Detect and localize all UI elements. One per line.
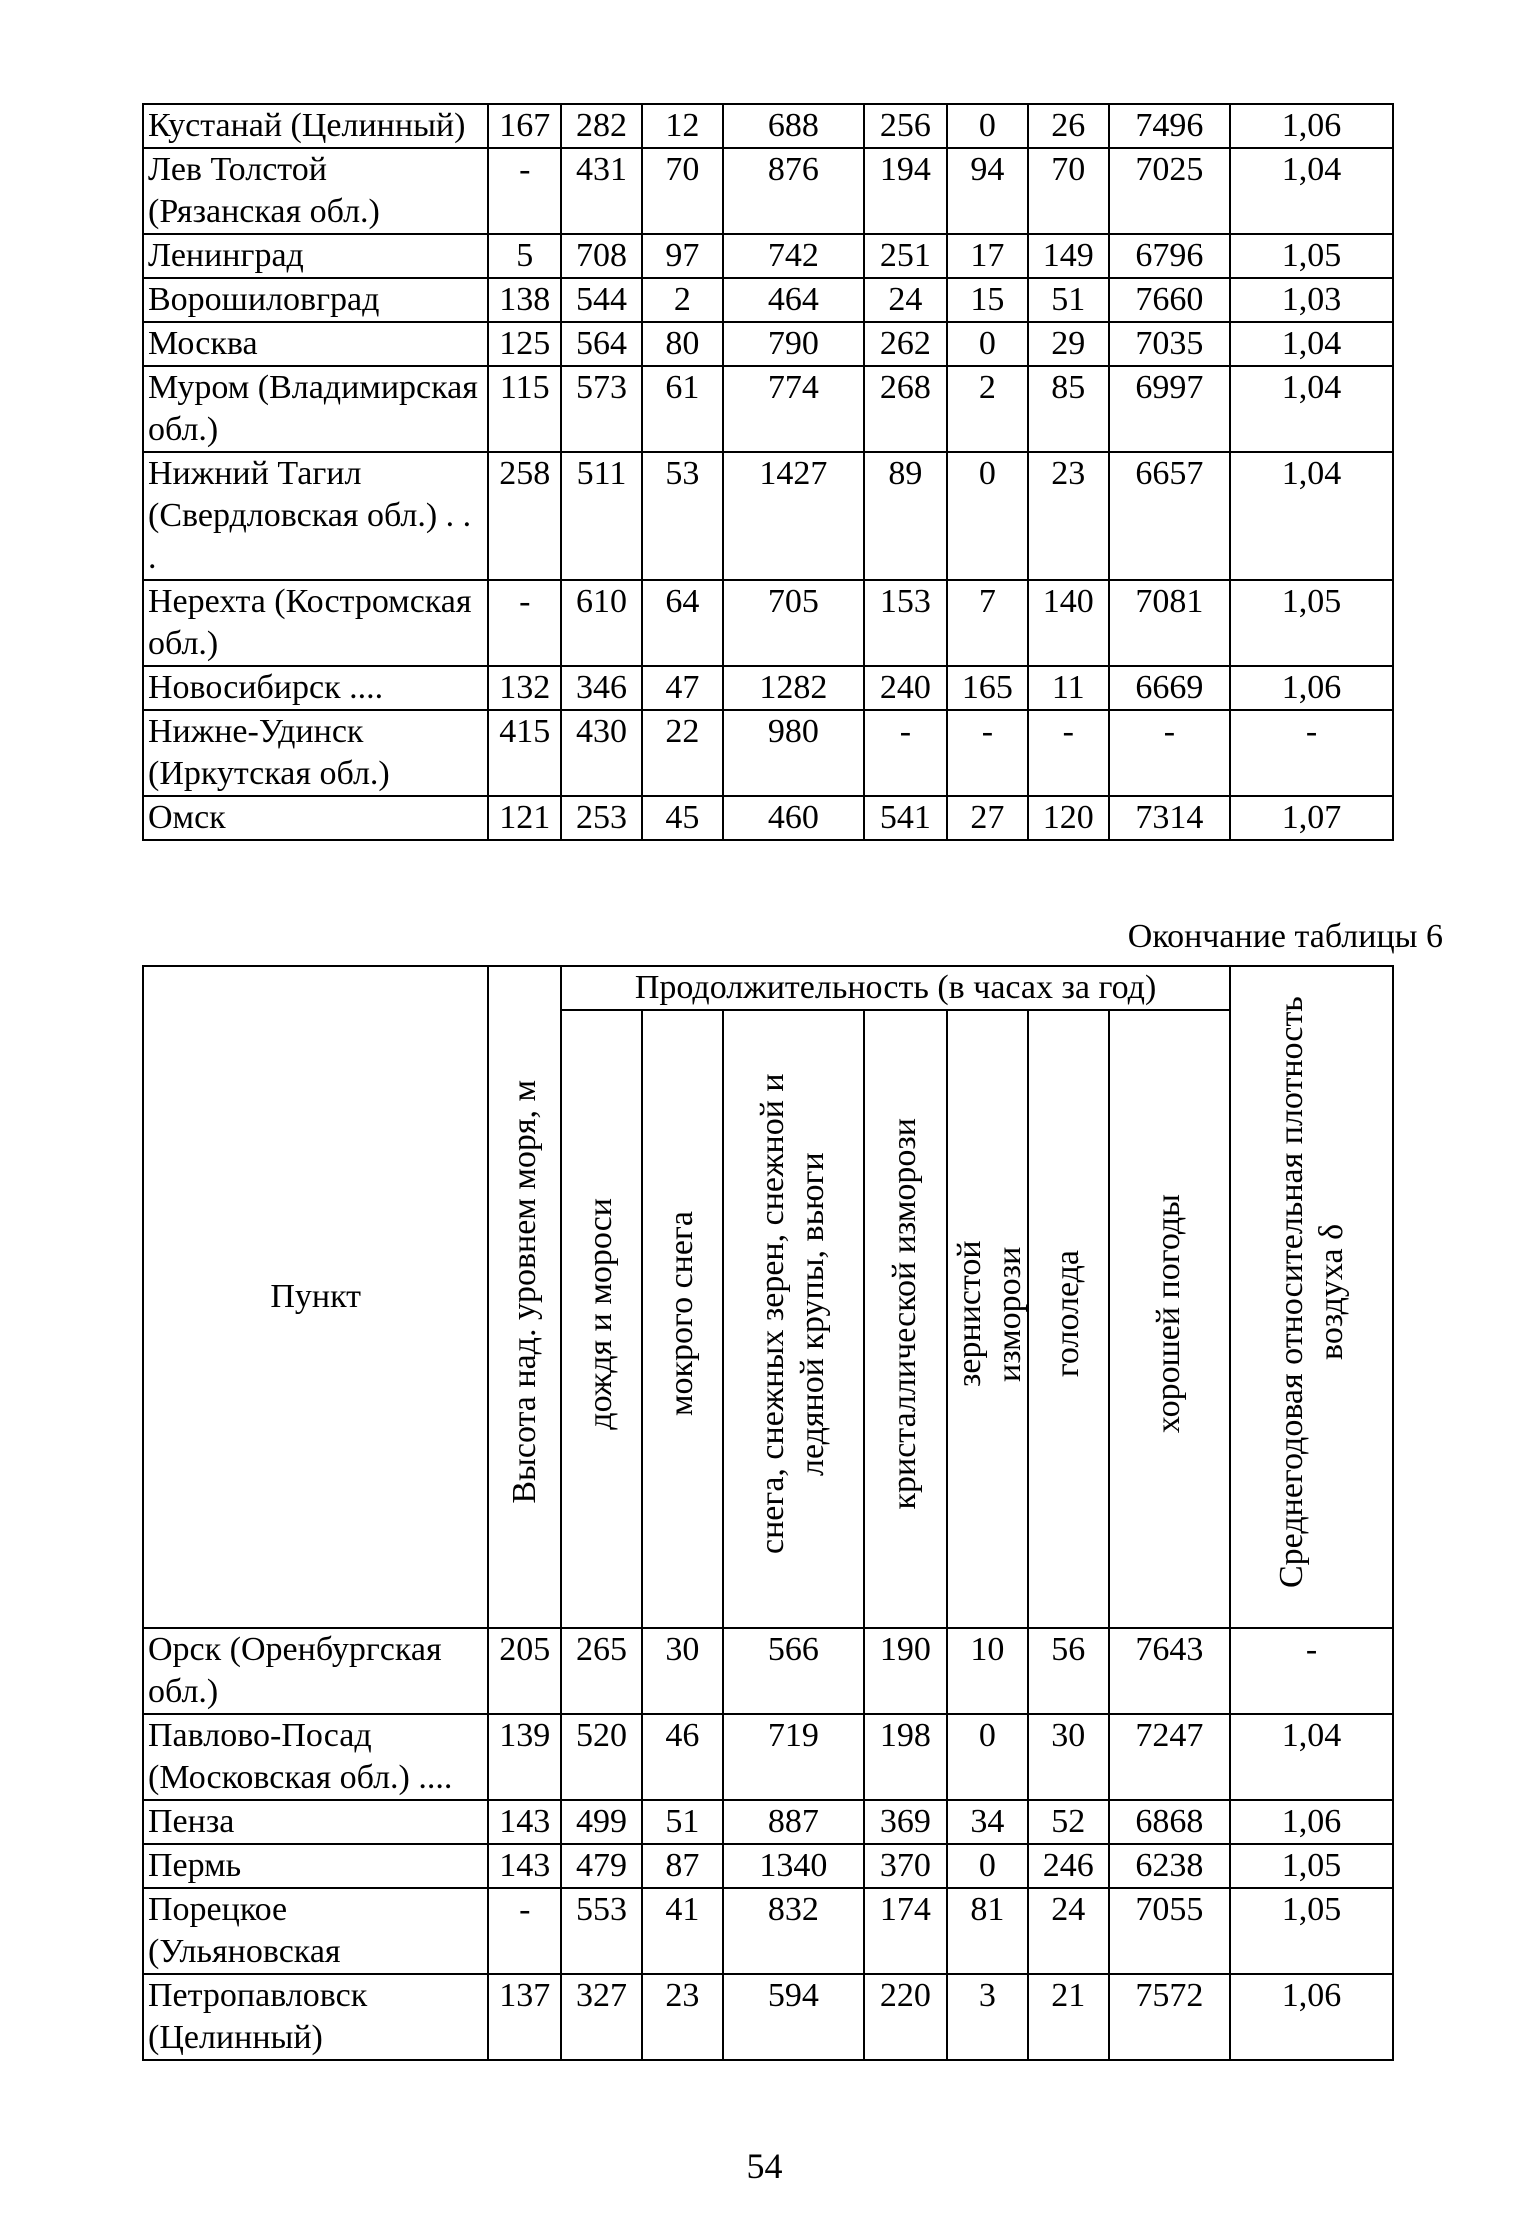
row-value: 10 [947,1628,1028,1714]
row-value: 282 [561,104,642,148]
row-value: 7 [947,580,1028,666]
row-value: 6796 [1109,234,1230,278]
header-col-granular-rime: зернистой изморози [947,1010,1028,1628]
table-row [143,1974,1393,2060]
row-value: 251 [864,234,947,278]
row-value: 120 [1028,796,1109,840]
row-value: 460 [723,796,864,840]
row-value: 165 [947,666,1028,710]
row-value: 610 [561,580,642,666]
row-value: 7055 [1109,1888,1230,1974]
table-top [142,103,1394,841]
row-value: 140 [1028,580,1109,666]
row-value: 80 [642,322,723,366]
table-row [143,710,1393,796]
row-value: 23 [642,1974,723,2060]
row-value: 265 [561,1628,642,1714]
row-value: 198 [864,1714,947,1800]
row-value: 26 [1028,104,1109,148]
row-value: 143 [488,1800,561,1844]
row-value: 15 [947,278,1028,322]
row-value: 262 [864,322,947,366]
row-value: 194 [864,148,947,234]
row-value: 1,06 [1230,1800,1393,1844]
row-value: 876 [723,148,864,234]
row-value: 688 [723,104,864,148]
row-value: - [947,710,1028,796]
row-value: - [488,1888,561,1974]
row-value: 7314 [1109,796,1230,840]
table-row [143,148,1393,234]
row-value: 6238 [1109,1844,1230,1888]
row-value: 790 [723,322,864,366]
row-value: 7496 [1109,104,1230,148]
row-point-name: Москва [143,322,488,366]
row-value: - [1230,710,1393,796]
page-number: 54 [746,2146,783,2186]
row-value: 246 [1028,1844,1109,1888]
row-value: 70 [1028,148,1109,234]
row-value: 2 [947,366,1028,452]
row-value: 139 [488,1714,561,1800]
header-density-text: Среднегодовая относительная плотность воздуха δ [1272,995,1350,1588]
table-row [143,366,1393,452]
row-value: 1340 [723,1844,864,1888]
row-value: 12 [642,104,723,148]
row-value: 89 [864,452,947,580]
row-value: 85 [1028,366,1109,452]
row-value: - [1028,710,1109,796]
header-col-crystal-rime: кристаллической изморози [864,1010,947,1628]
row-value: 553 [561,1888,642,1974]
row-value: 566 [723,1628,864,1714]
row-value: 51 [1028,278,1109,322]
row-value: 53 [642,452,723,580]
row-value: 64 [642,580,723,666]
row-value: 56 [1028,1628,1109,1714]
row-value: 1,05 [1230,1844,1393,1888]
row-value: 564 [561,322,642,366]
row-value: 24 [864,278,947,322]
row-value: 138 [488,278,561,322]
row-value: 7025 [1109,148,1230,234]
row-value: 125 [488,322,561,366]
row-value: 21 [1028,1974,1109,2060]
row-value: 511 [561,452,642,580]
row-value: 1,07 [1230,796,1393,840]
row-value: 7572 [1109,1974,1230,2060]
header-col-rain: дождя и мороси [561,1010,642,1628]
row-value: 415 [488,710,561,796]
row-value: 34 [947,1800,1028,1844]
row-value: 1,04 [1230,1714,1393,1800]
row-value: - [488,148,561,234]
row-value: 541 [864,796,947,840]
row-point-name: Нижне-Удинск (Иркутская обл.) [143,710,488,796]
row-value: 87 [642,1844,723,1888]
row-value: 6997 [1109,366,1230,452]
row-value: 45 [642,796,723,840]
row-value: 1,04 [1230,322,1393,366]
row-point-name: Павлово-Посад (Московская обл.) .... [143,1714,488,1800]
row-value: 115 [488,366,561,452]
row-value: 17 [947,234,1028,278]
row-value: 1282 [723,666,864,710]
row-value: 708 [561,234,642,278]
row-value: 253 [561,796,642,840]
row-value: 24 [1028,1888,1109,1974]
row-value: 774 [723,366,864,452]
row-value: 52 [1028,1800,1109,1844]
row-value: 7247 [1109,1714,1230,1800]
row-point-name: Новосибирск .... [143,666,488,710]
table-row [143,666,1393,710]
header-col-snow: снега, снежных зерен, снежной и ледяной крупы, вьюги [723,1010,864,1628]
row-value: 22 [642,710,723,796]
row-value: 7660 [1109,278,1230,322]
row-value: 7643 [1109,1628,1230,1714]
header-duration-group: Продолжительность (в часах за год) [561,966,1230,1010]
table-row [143,1888,1393,1974]
row-value: 705 [723,580,864,666]
row-value: 30 [1028,1714,1109,1800]
row-value: 132 [488,666,561,710]
header-col-ice: гололеда [1028,1010,1109,1628]
row-point-name: Пермь [143,1844,488,1888]
row-value: 256 [864,104,947,148]
row-value: 2 [642,278,723,322]
row-point-name: Порецкое (Ульяновская [143,1888,488,1974]
row-value: 153 [864,580,947,666]
row-value: 30 [642,1628,723,1714]
row-value: 0 [947,452,1028,580]
row-value: 205 [488,1628,561,1714]
row-value: 431 [561,148,642,234]
row-value: - [488,580,561,666]
row-value: 1427 [723,452,864,580]
row-value: 430 [561,710,642,796]
row-value: 70 [642,148,723,234]
row-value: 220 [864,1974,947,2060]
row-value: 149 [1028,234,1109,278]
row-point-name: Муром (Владимирская обл.) [143,366,488,452]
header-col-good-weather: хорошей погоды [1109,1010,1230,1628]
row-value: 6669 [1109,666,1230,710]
row-value: 0 [947,322,1028,366]
row-value: 1,05 [1230,234,1393,278]
row-point-name: Нерехта (Костромская обл.) [143,580,488,666]
row-value: 167 [488,104,561,148]
row-value: 81 [947,1888,1028,1974]
table-row [143,1800,1393,1844]
row-value: 0 [947,104,1028,148]
row-value: 1,06 [1230,104,1393,148]
table-row [143,1714,1393,1800]
continuation-label: Окончание таблицы 6 [1127,918,1443,955]
row-value: 1,05 [1230,580,1393,666]
row-value: 61 [642,366,723,452]
row-value: 1,03 [1230,278,1393,322]
row-value: 499 [561,1800,642,1844]
row-value: 121 [488,796,561,840]
row-point-name: Орск (Оренбургская обл.) [143,1628,488,1714]
row-value: 594 [723,1974,864,2060]
row-value: 23 [1028,452,1109,580]
row-value: 346 [561,666,642,710]
row-value: 544 [561,278,642,322]
row-value: 5 [488,234,561,278]
row-value: 1,06 [1230,666,1393,710]
row-value: 11 [1028,666,1109,710]
row-value: 268 [864,366,947,452]
table-bottom [142,965,1394,2061]
table-row [143,796,1393,840]
table-row [143,234,1393,278]
row-value: 97 [642,234,723,278]
row-value: 327 [561,1974,642,2060]
row-value: - [1109,710,1230,796]
row-value: 137 [488,1974,561,2060]
row-value: 258 [488,452,561,580]
row-value: 1,04 [1230,452,1393,580]
row-point-name: Кустанай (Целинный) [143,104,488,148]
row-value: 0 [947,1714,1028,1800]
table-row [143,322,1393,366]
header-density [1230,966,1393,1628]
row-value: 7035 [1109,322,1230,366]
row-value: 143 [488,1844,561,1888]
row-value: 573 [561,366,642,452]
row-value: 6657 [1109,452,1230,580]
row-value: 370 [864,1844,947,1888]
table-row [143,278,1393,322]
row-value: 0 [947,1844,1028,1888]
row-point-name: Лев Толстой (Рязанская обл.) [143,148,488,234]
row-value: 41 [642,1888,723,1974]
table-row [143,580,1393,666]
row-value: 1,05 [1230,1888,1393,1974]
row-value: 51 [642,1800,723,1844]
row-value: - [1230,1628,1393,1714]
row-value: 46 [642,1714,723,1800]
row-value: 980 [723,710,864,796]
row-point-name: Петропавловск (Целинный) [143,1974,488,2060]
row-value: 479 [561,1844,642,1888]
row-value: 29 [1028,322,1109,366]
row-value: 6868 [1109,1800,1230,1844]
row-value: 174 [864,1888,947,1974]
header-col-wet-snow: мокрого снега [642,1010,723,1628]
row-value: 369 [864,1800,947,1844]
row-value: 887 [723,1800,864,1844]
table-row [143,104,1393,148]
row-point-name: Омск [143,796,488,840]
row-point-name: Нижний Тагил (Свердловская обл.) . . . [143,452,488,580]
row-value: 7081 [1109,580,1230,666]
row-value: 240 [864,666,947,710]
row-value: 27 [947,796,1028,840]
row-point-name: Ленинград [143,234,488,278]
header-altitude-text: Высота над. уровнем моря, м [505,1079,543,1504]
row-value: 719 [723,1714,864,1800]
row-value: 832 [723,1888,864,1974]
table-row [143,452,1393,580]
row-point-name: Ворошиловград [143,278,488,322]
table-row [143,1844,1393,1888]
row-value: 47 [642,666,723,710]
row-value: 1,06 [1230,1974,1393,2060]
row-value: 1,04 [1230,366,1393,452]
row-value: 464 [723,278,864,322]
row-value: 742 [723,234,864,278]
row-value: 94 [947,148,1028,234]
header-altitude [488,966,561,1628]
row-value: 1,04 [1230,148,1393,234]
row-value: - [864,710,947,796]
row-value: 190 [864,1628,947,1714]
row-value: 520 [561,1714,642,1800]
row-value: 3 [947,1974,1028,2060]
header-point: Пункт [143,966,488,1628]
table-row [143,1628,1393,1714]
row-point-name: Пенза [143,1800,488,1844]
